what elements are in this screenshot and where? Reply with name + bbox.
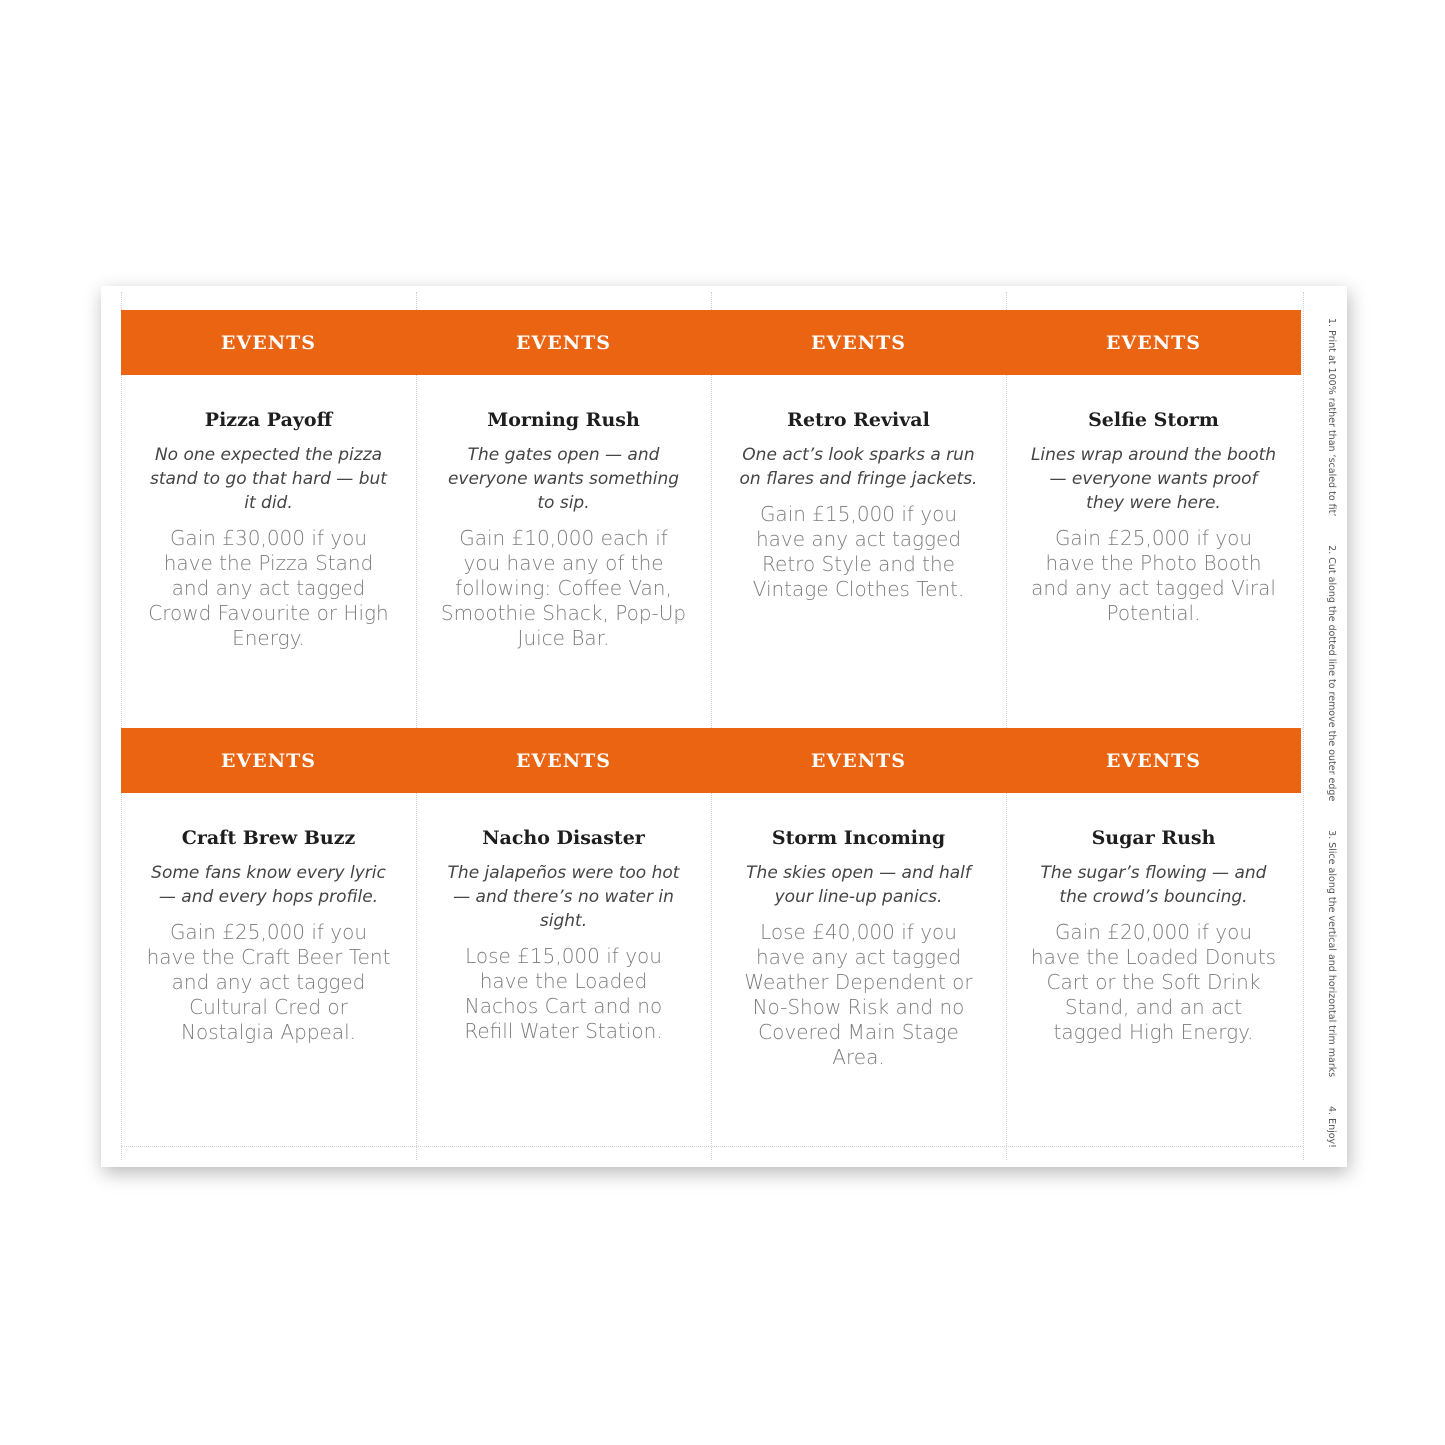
instruction-step: 1. Print at 100% rather than ‘scaled to fit’: [1326, 318, 1337, 517]
card-title: Nacho Disaster: [482, 827, 645, 849]
card-effect-text: Gain £30,000 if you have the Pizza Stand and any act tagged Crowd Favourite or High Energy.: [148, 526, 389, 650]
card-effect-text: Gain £15,000 if you have any act tagged Retro Style and the Vintage Clothes Tent.: [752, 502, 965, 601]
instruction-step: 2. Cut along the dotted line to remove the outer edge: [1326, 545, 1337, 802]
card-flavor-text: No one expected the pizza stand to go that hard — but it did.: [150, 445, 387, 513]
card-effect-text: Gain £25,000 if you have the Photo Booth and any act tagged Viral Potential.: [1031, 526, 1276, 625]
card-title: Craft Brew Buzz: [181, 827, 356, 849]
event-card: [1006, 310, 1301, 728]
print-instructions: [1323, 318, 1339, 1148]
instruction-step: 3. Slice along the vertical and horizontal trim marks: [1326, 830, 1337, 1078]
event-card: [711, 310, 1006, 728]
instruction-step: 4. Enjoy!: [1326, 1105, 1337, 1148]
card-header-band: EVENTS: [121, 310, 416, 375]
card-header-band: EVENTS: [416, 728, 711, 793]
card-flavor-text: One act’s look sparks a run on flares and fringe jackets.: [739, 445, 978, 489]
card-title: Morning Rush: [487, 409, 640, 431]
event-card: [121, 728, 416, 1146]
card-header-band: EVENTS: [1006, 728, 1301, 793]
card-title: Selfie Storm: [1088, 409, 1219, 431]
card-title: Retro Revival: [787, 409, 930, 431]
card-effect-text: Gain £25,000 if you have the Craft Beer Tent and any act tagged Cultural Cred or Nostalgia Appeal.: [146, 920, 391, 1044]
card-title: Storm Incoming: [771, 827, 946, 849]
event-card: [416, 728, 711, 1146]
event-card: [416, 310, 711, 728]
trim-line-horizontal: [121, 1146, 1303, 1147]
event-card: [121, 310, 416, 728]
card-effect-text: Lose £40,000 if you have any act tagged Weather Dependent or No-Show Risk and no Covered Main Stage Area.: [744, 920, 973, 1069]
card-flavor-text: The skies open — and half your line-up panics.: [746, 863, 971, 907]
card-header-band: EVENTS: [416, 310, 711, 375]
card-effect-text: Gain £10,000 each if you have any of the following: Coffee Van, Smoothie Shack, Pop-Up Juice Bar.: [440, 526, 687, 650]
card-flavor-text: The jalapeños were too hot — and there’s no water in sight.: [447, 863, 680, 931]
card-flavor-text: Lines wrap around the booth — everyone wants proof they were here.: [1030, 445, 1277, 513]
card-flavor-text: Some fans know every lyric — and every hops profile.: [151, 863, 386, 907]
card-title: Sugar Rush: [1091, 827, 1216, 849]
card-flavor-text: The gates open — and everyone wants something to sip.: [447, 445, 680, 513]
card-header-band: EVENTS: [711, 310, 1006, 375]
card-header-band: EVENTS: [1006, 310, 1301, 375]
card-effect-text: Lose £15,000 if you have the Loaded Nachos Cart and no Refill Water Station.: [464, 944, 663, 1043]
card-title: Pizza Payoff: [204, 409, 333, 431]
card-header-band: EVENTS: [711, 728, 1006, 793]
printable-card-sheet: [101, 286, 1347, 1167]
card-effect-text: Gain £20,000 if you have the Loaded Donuts Cart or the Soft Drink Stand, and an act tagged High Energy.: [1030, 920, 1277, 1044]
event-card: [711, 728, 1006, 1146]
card-header-band: EVENTS: [121, 728, 416, 793]
trim-line-vertical: [1303, 292, 1304, 1160]
event-card: [1006, 728, 1301, 1146]
card-flavor-text: The sugar’s flowing — and the crowd’s bouncing.: [1040, 863, 1267, 907]
